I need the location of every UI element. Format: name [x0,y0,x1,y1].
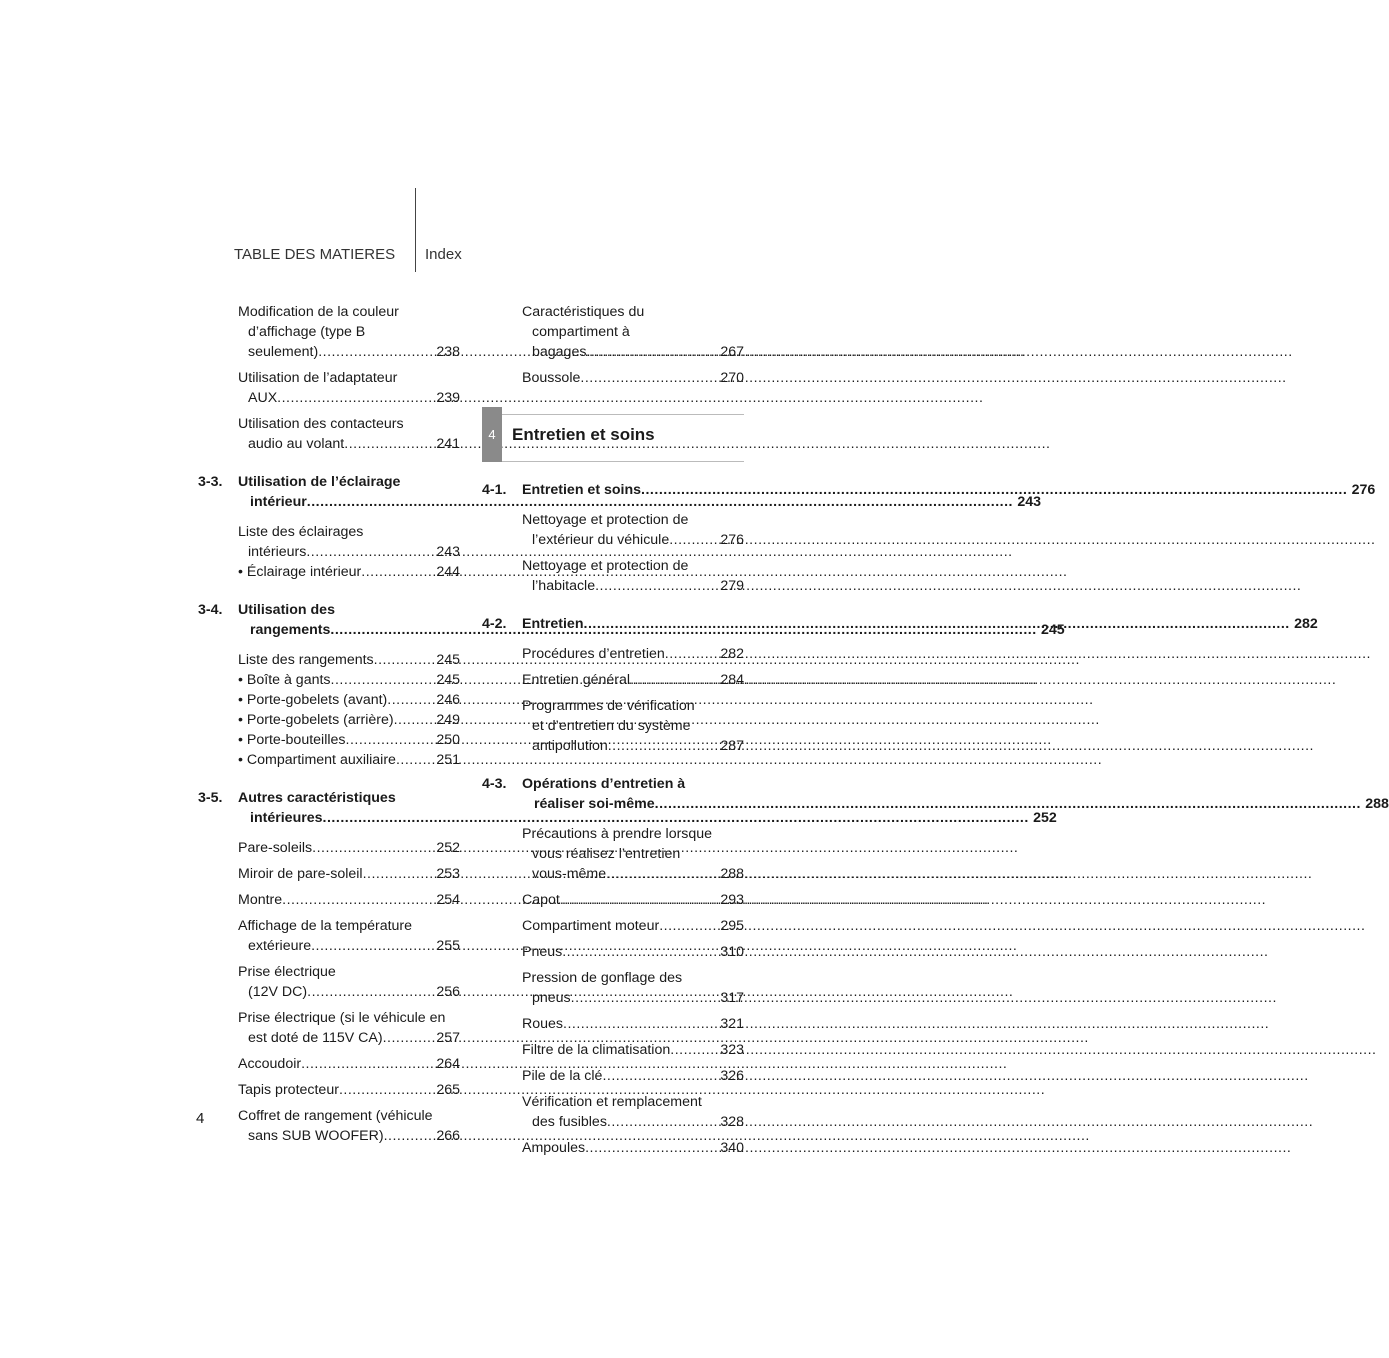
entry-text: Pneus [522,944,563,960]
section-title: Opérations d’entretien à [522,776,686,792]
toc-entry[interactable] [522,670,744,690]
leader-dots [580,368,716,388]
section-title: Utilisation de l’éclairage [238,474,401,490]
toc-section-4-1[interactable] [482,480,1376,500]
leader-dots [608,736,716,756]
leader-dots [277,388,432,408]
page-ref: 256 [436,984,460,1000]
section-title: Autres caractéristiques [238,790,396,806]
entry-text: pneus [532,990,571,1006]
page-ref: 252 [1033,810,1057,826]
toc-entry[interactable] [238,730,460,750]
leader-dots [670,1040,716,1060]
entry-text: AUX [248,390,278,406]
toc-tab-link[interactable]: TABLE DES MATIERES [234,246,396,263]
entry-text: Pile de la clé [522,1068,603,1084]
section-title: intérieur [250,494,307,510]
page-ref: 276 [720,532,744,548]
leader-dots [563,1014,716,1034]
entry-text: Affichage de la température [238,918,413,934]
entry-text: • Porte-bouteilles [238,732,346,748]
page-ref: 321 [720,1016,744,1032]
entry-text: antipollution [532,738,608,754]
page-ref: 253 [436,866,460,882]
toc-entry[interactable] [522,696,744,756]
chapter-title: Entretien et soins [512,425,655,444]
leader-dots [659,916,716,936]
leader-dots [571,988,716,1008]
page-ref: 245 [436,652,460,668]
leader-dots [307,982,432,1002]
entry-text: intérieurs [248,544,307,560]
leader-dots [606,864,716,884]
entry-text: Prise électrique [238,964,336,980]
toc-entry[interactable] [522,1138,744,1158]
leader-dots [387,690,432,710]
entry-text: Liste des éclairages [238,524,364,540]
section-title: réaliser soi-même [534,796,655,812]
toc-entry[interactable] [238,838,460,858]
entry-text: Nettoyage et protection de [522,558,689,574]
page-ref: 317 [720,990,744,1006]
page-ref: 241 [436,436,460,452]
page-ref: 326 [720,1068,744,1084]
page-ref: 245 [436,672,460,688]
entry-text: Programmes de vérification [522,698,695,714]
page-ref: 245 [1041,622,1065,638]
section-number: 4-2. [482,616,507,632]
leader-dots [584,614,1290,634]
page-ref: 288 [720,866,744,882]
entry-text: Utilisation des contacteurs [238,416,404,432]
toc-entry[interactable] [522,942,744,962]
toc-entry[interactable] [238,368,460,408]
leader-dots [394,710,432,730]
entry-text: Caractéristiques du [522,304,645,320]
entry-text: • Boîte à gants [238,672,331,688]
entry-text: extérieure [248,938,312,954]
page-ref: 250 [436,732,460,748]
toc-entry[interactable] [522,824,744,884]
leader-dots [282,890,432,910]
entry-text: Modification de la couleur [238,304,399,320]
leader-dots [595,576,716,596]
toc-entry[interactable] [522,368,744,388]
entry-text: Coffret de rangement (véhicule [238,1108,433,1124]
entry-text: Précautions à prendre lorsque [522,826,713,842]
entry-text: est doté de 115V CA) [248,1030,383,1046]
entry-text: Prise électrique (si le véhicule en [238,1010,446,1026]
leader-dots [665,644,716,664]
toc-entry[interactable] [238,916,460,956]
toc-entry[interactable] [522,510,744,550]
page-ref: 279 [720,578,744,594]
toc-entry[interactable] [238,962,460,1002]
leader-dots [363,864,432,884]
entry-text: Liste des rangements [238,652,374,668]
entry-text: Roues [522,1016,564,1032]
entry-text: • Éclairage intérieur [238,564,362,580]
leader-dots [669,530,716,550]
entry-text: Ampoules [522,1140,586,1156]
entry-text: Compartiment moteur [522,918,660,934]
toc-entry[interactable] [238,1008,460,1048]
entry-text: (12V DC) [248,984,308,1000]
page-ref: 238 [436,344,460,360]
toc-entry[interactable] [238,710,460,730]
toc-entry[interactable] [522,302,744,362]
page-ref: 340 [720,1140,744,1156]
leader-dots [602,1066,716,1086]
chapter-number-tab[interactable]: 4 [482,407,502,462]
section-number: 3-5. [198,790,223,806]
leader-dots [346,730,433,750]
entry-text: Procédures d’entretien [522,646,665,662]
toc-entry[interactable] [238,562,460,582]
leader-dots [607,1112,716,1132]
leader-dots [641,480,1347,500]
entry-text: des fusibles [532,1114,607,1130]
entry-text: et d’entretien du système [532,718,691,734]
toc-entry[interactable] [522,556,744,596]
header-divider [415,188,416,272]
page-ref: 310 [720,944,744,960]
page-ref: 243 [436,544,460,560]
page-ref: 239 [436,390,460,406]
toc-entry[interactable] [522,1014,744,1034]
toc-section-4-3[interactable] [482,774,1389,814]
page-ref: 270 [720,370,744,386]
entry-text: vous réalisez l’entretien [532,846,681,862]
section-title: Entretien et soins [522,482,642,498]
toc-entry[interactable] [238,670,460,690]
toc-entry[interactable] [522,1092,744,1132]
toc-entry[interactable] [522,916,744,936]
entry-text: seulement) [248,344,319,360]
entry-text: d’affichage (type B [248,324,366,340]
page-ref: 323 [720,1042,744,1058]
page-ref: 249 [436,712,460,728]
page-ref: 244 [436,564,460,580]
entry-text: Pare-soleils [238,840,313,856]
page-ref: 266 [436,1128,460,1144]
leader-dots [383,1028,432,1048]
toc-entry[interactable] [238,302,460,362]
entry-text: Nettoyage et protection de [522,512,689,528]
page-ref: 295 [720,918,744,934]
page-ref: 257 [436,1030,460,1046]
entry-text: Entretien général [522,672,631,688]
toc-entry[interactable] [238,750,460,770]
page-ref: 265 [436,1082,460,1098]
page-ref: 243 [1017,494,1042,510]
entry-text: • Porte-gobelets (arrière) [238,712,394,728]
leader-dots [331,670,432,690]
entry-text: • Porte-gobelets (avant) [238,692,388,708]
section-title: intérieures [250,810,323,826]
leader-dots [339,1080,432,1100]
entry-text: bagages [532,344,587,360]
entry-text: sans SUB WOOFER) [248,1128,384,1144]
page-ref: 284 [720,672,744,688]
entry-text: compartiment à [532,324,630,340]
leader-dots [384,1126,432,1146]
toc-entry[interactable] [522,1040,744,1060]
leader-dots [562,942,716,962]
toc-entry[interactable] [238,1054,460,1074]
page-number: 4 [196,1110,205,1127]
page-ref: 255 [436,938,460,954]
page-ref: 267 [720,344,744,360]
page-ref: 282 [1294,616,1318,632]
toc-entry[interactable] [522,644,744,664]
entry-text: vous-même [532,866,607,882]
leader-dots [585,1138,716,1158]
leader-dots [301,1054,432,1074]
index-tab-link[interactable]: Index [425,246,462,263]
entry-text: l’extérieur du véhicule [532,532,670,548]
page-ref: 251 [436,752,460,768]
toc-entry[interactable] [238,522,460,562]
entry-text: Vérification et remplacement [522,1094,702,1110]
toc-entry[interactable] [522,968,744,1008]
page-ref: 276 [1351,482,1376,498]
entry-text: Pression de gonflage des [522,970,683,986]
toc-entry[interactable] [238,890,460,910]
page-ref: 252 [436,840,460,856]
leader-dots [655,794,1361,814]
toc-entry[interactable] [238,864,460,884]
leader-dots [306,542,432,562]
leader-dots [396,750,432,770]
entry-text: Capot [522,892,560,908]
toc-entry[interactable] [238,1106,460,1146]
entry-text: Filtre de la climatisation [522,1042,671,1058]
entry-text: Miroir de pare-soleil [238,866,363,882]
section-title: Entretien [522,616,584,632]
section-number: 4-3. [482,776,507,792]
leader-dots [630,670,716,690]
toc-entry[interactable] [238,1080,460,1100]
entry-text: • Compartiment auxiliaire [238,752,396,768]
entry-text: Accoudoir [238,1056,302,1072]
toc-entry[interactable] [522,1066,744,1086]
section-number: 3-4. [198,602,223,618]
leader-dots [312,838,432,858]
page-ref: 264 [436,1056,460,1072]
leader-dots [318,342,432,362]
leader-dots [311,936,432,956]
page-ref: 254 [436,892,460,908]
page-ref: 246 [436,692,460,708]
page-ref: 328 [720,1114,744,1130]
toc-entry[interactable] [238,414,460,454]
entry-text: audio au volant [248,436,345,452]
toc-entry[interactable] [238,650,460,670]
section-number: 4-1. [482,482,507,498]
entry-text: Montre [238,892,283,908]
page-ref: 288 [1365,796,1389,812]
leader-dots [560,890,716,910]
section-title: rangements [250,622,331,638]
entry-text: Tapis protecteur [238,1082,339,1098]
toc-entry[interactable] [522,890,744,910]
toc-entry[interactable] [238,690,460,710]
entry-text: Boussole [522,370,581,386]
leader-dots [586,342,716,362]
page-ref: 282 [720,646,744,662]
leader-dots [374,650,432,670]
section-title: Utilisation des [238,602,335,618]
chapter-banner [482,414,744,462]
entry-text: l’habitacle [532,578,596,594]
leader-dots [344,434,432,454]
page-ref: 293 [720,892,744,908]
section-number: 3-3. [198,474,223,490]
entry-text: Utilisation de l’adaptateur [238,370,398,386]
leader-dots [361,562,432,582]
page-ref: 287 [720,738,744,754]
